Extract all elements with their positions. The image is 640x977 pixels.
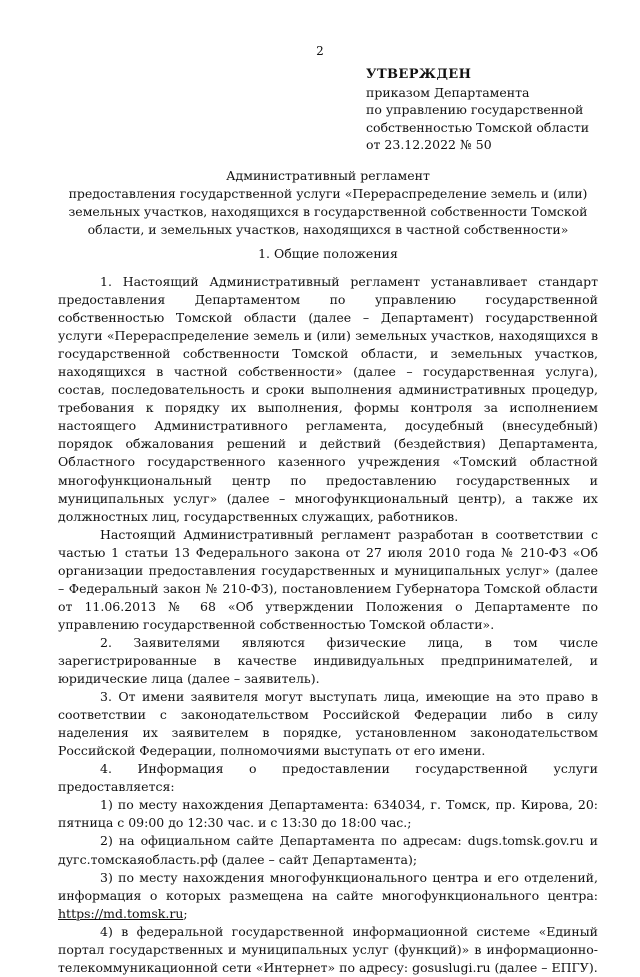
- document-heading: Административный регламент: [226, 168, 430, 183]
- paragraph-epgu: 4) в федеральной государственной информационной системе «Единый портал государственных и муниципальных услуг (функций)» в информационно-телекоммуникационной сети «Интернет» по адресу: gosuslugi.ru (далее – ЕПГУ).: [58, 923, 598, 975]
- section-title: 1. Общие положения: [258, 246, 398, 261]
- paragraph-mfc: [58, 869, 598, 923]
- approval-line: собственностью Томской области: [366, 119, 590, 135]
- approval-stamp-block: [366, 66, 626, 154]
- paragraph: Настоящий Административный регламент разработан в соответствии с частью 1 статьи 13 Федерального закона от 27 июля 2010 года № 210-ФЗ «Об организации предоставления государственных и муниципальных услуг» (далее – Федеральный закон № 210-ФЗ), постановлением Губернатора Томской области от 11.06.2013 № 68 «Об утверждении Положения о Департаменте по управлению государственной собственностью Томской области».: [58, 526, 598, 632]
- paragraph: 1. Настоящий Административный регламент устанавливает стандарт предоставления Департаментом по управлению государственной собственностью Томской области (далее – Департамент) государственной услуги «Перераспределение земель и (или) земельных участков, находящихся в государственной собственности Томской области, и земельных участков, находящихся в частной собственности» (далее – государственная услуга), состав, последовательность и сроки выполнения административных процедур, требования к порядку их выполнения, формы контроля за исполнением настоящего Административного регламента, досудебный (внесудебный) порядок обжалования решений и действий (бездействия) Департамента, Областного государственного казенного учреждения «Томский областной многофункциональный центр по предоставлению государственных и муниципальных услуг» (далее – многофункциональный центр), а также их должностных лиц, государственных служащих, работников.: [58, 274, 598, 524]
- paragraph-suffix: ;: [183, 905, 188, 921]
- approval-title: УТВЕРЖДЕН: [366, 67, 472, 82]
- paragraph: 2) на официальном сайте Департамента по адресам: dugs.tomsk.gov.ru и дугс.томскаяобласть.рф (далее – сайт Департамента);: [58, 833, 598, 867]
- document-subtitle: предоставления государственной услуги «Перераспределение земель и (или) земельных участков, находящихся в государственной собственности Томской области, и земельных участков, находящихся в частной собственности»: [68, 186, 588, 237]
- paragraph: 4. Информация о предоставлении государственной услуги предоставляется:: [58, 761, 598, 795]
- approval-line: приказом Департамента: [366, 84, 530, 100]
- paragraph: 1) по месту нахождения Департамента: 634034, г. Томск, пр. Кирова, 20: пятница с 09:00 до 12:30 час. и с 13:30 до 18:00 час.;: [58, 797, 598, 831]
- approval-line: по управлению государственной: [366, 102, 584, 118]
- document-body: [58, 273, 598, 977]
- page-number: 2: [316, 44, 324, 58]
- paragraph: 2. Заявителями являются физические лица, в том числе зарегистрированные в качестве индивидуальных предпринимателей, и юридические лица (далее – заявитель).: [58, 634, 598, 687]
- mfc-link[interactable]: https://md.tomsk.ru: [58, 905, 184, 921]
- paragraph-text: 3) по месту нахождения многофункционального центра и его отделений, информация о которых размещена на сайте многофункционального центра:: [58, 869, 598, 903]
- document-title-block: [58, 167, 598, 239]
- paragraph: 3. От имени заявителя могут выступать лица, имеющие на это право в соответствии с законодательством Российской Федерации либо в силу наделения их заявителем в порядке, установленном законодательством Российской Федерации, полномочиями выступать от его имени.: [58, 689, 598, 759]
- approval-line: от 23.12.2022 № 50: [366, 137, 492, 153]
